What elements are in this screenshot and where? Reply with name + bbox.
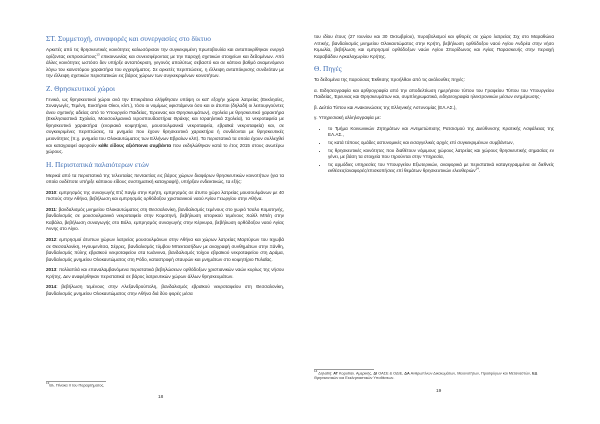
- section-heading-participation: ΣΤ. Συμμετοχή, συναφορές και συνεργασίες στο δίκτυο: [46, 34, 211, 43]
- religious-sites-paragraph: Γενικά, ως θρησκευτικοί χώροι ανά την Επικράτεια ελήφθησαν υπόψη οι κατ' εξοχήν χώροι λατρείας (Εκκλησίες, Συναγωγές, Τεμένη, Ευκτήριοι Οίκοι, κλπ.), τόσο οι νομίμως υφιστάμενοι όσο και οι άτυποι (δηλαδή οι λειτουργούντες άνευ σχετικής αδείας από το Υπουργείο Παιδείας, Έρευνας και Θρησκευμάτων), σχολεία με θρησκευτικό χαρακτήρα (Εκκλησιαστικά Σχολεία, Μουσουλμανικά Ιεροσπουδαστήρια Θράκης και Ισραηλιτικά Σχολεία), τα νεκροταφεία με θρησκευτικό χαρακτήρα (ενοριακά κοιμητήρια, μουσουλμανικά νεκροταφεία, εβραϊκά νεκροταφεία) και, σε συγκεκριμένες περιπτώσεις, τα μνημεία που έχουν θρησκευτικό χαρακτήρα ή συνδέονται με θρησκευτικές μειονότητες (π.χ. μνημεία του Ολοκαυτώματος των Ελλήνων Εβραίων κλπ). Τα περιστατικά τα οποία έχουν συλλεχθεί και καταγραφεί αφορούν κάθε είδους αξιόποινα συμβάντα που εκδηλώθηκαν κατά το έτος 2015 στους ανωτέρω χώρους.: [46, 96, 284, 155]
- year-entry-2012: 2012: εμπρησμοί άτυπων χώρων λατρείας μουσουλμάνων στην Αθήνα και χώρων λατρείας Μαρτύρων του Ιεχωβά σε Θεσσαλονίκη, Ηγουμενίτσα, Σέρρες, βανδαλισμός τύμβου Μπεκτασήδων με αναγραφή συνθημάτων στην Ξάνθη, βανδαλισμός πύλης εβραϊκού νεκροταφείου στα Ιωάννινα, βανδαλισμός τοίχου εβραϊκού νεκροταφείου στη Δράμα, βανδαλισμός μνημείου Ολοκαυτώματος στη Ρόδο, καταστροφή σταυρών και μνημάτων στο κοιμητήριο Πυλαΐας.: [46, 237, 284, 262]
- section-heading-religious-sites: Ζ. Θρησκευτικοί χώροι: [46, 83, 115, 93]
- page-number: 18: [158, 395, 164, 400]
- continuation-paragraph: του ιδίου έτους (27 Ιουνίου και 30 Οκτωβρίου), πυροβολισμοί και φθορές σε χώρο λατρείας Σιχ στο Μαραθώνα Αττικής, βανδαλισμός μνημείου Ολοκαυτώματος στην Κρήτη, βεβήλωση ορθόδοξου ναού Αγίου Ανδρέα στην νήσο Κιμωλία, βεβήλωση και εμπρησμοί ορθόδοξων ναών Αγίου Σπυρίδωνος και Αγίας Παρασκευής στην περιοχή Καραβάδου Αρκαλοχωρίου Κρήτης.: [314, 34, 554, 59]
- sources-intro: Τα δεδομένα της παρούσας Έκθεσης προήλθαν από τις ακόλουθες πηγές:: [314, 77, 465, 83]
- source-item-a: α. Ειδησεογραφία και αρθρογραφία από την αποδελτίωση ημερήσιου τύπου του Γραφείου Τύπου του Υπουργείου Παιδείας, Έρευνας και Θρησκευμάτων και, συμπληρωματικά, ειδησεογραφία ηλεκτρονικών μέσων ενημέρωσης·: [314, 87, 554, 100]
- page-number: 19: [436, 389, 442, 394]
- footnote-divider: [46, 381, 106, 382]
- page-19: [300, 0, 600, 424]
- right-column: [314, 34, 554, 177]
- list-item: • τις θρησκευτικές κοινότητες που διαθέτουν νόμιμους χώρους λατρείας και χώρους θρησκευτικής σημασίας εν γένει, με βάση τα στοιχεία που τηρούνται στην Υπηρεσία,: [328, 148, 554, 161]
- source-item-c: γ. Υπηρεσιακή αλληλογραφία με:: [314, 115, 381, 121]
- section-heading-sources: Θ. Πηγές: [314, 64, 342, 74]
- list-item: • το Τμήμα Κοινωνικών Ζητημάτων και Αντιμετώπισης Ρατσισμού της Διεύθυνσης Κρατικής Ασφάλειας της ΕΛ.ΑΣ.,: [328, 126, 554, 139]
- footnote-ref[interactable]: 14: [475, 166, 479, 171]
- section-heading-past-incidents: Η. Περιστατικά παλαιότερων ετών: [46, 159, 150, 169]
- year-entry-2011: 2011: βανδαλισμός μνημείου Ολοκαυτώματος στη Θεσσαλονίκη, βανδαλισμός τεμένους στο χωριό Ίσαλο Κομοτηνής, βανδαλισμός σε μουσουλμανικό νεκροταφείο στην Κομοτηνή, βεβήλωση ιστορικού τεμένους Χαλίλ Μπέη στην Καβάλα, βεβήλωση συναγωγής στο Βόλο, εμπρησμός συναγωγής στην Κέρκυρα, βεβήλωση ορθόδοξου ναού Αγίας Άννης στο Αίγιο.: [46, 206, 284, 232]
- footnote-ref[interactable]: 13: [96, 52, 100, 57]
- year-entry-2010: 2010: εμπρησμός της συναγωγής Ετζ Χαγίμ στην Κρήτη, εμπρησμός σε άτυπο χώρο λατρείας μουσουλμάνων με 40 πιστούς στην Αθήνα, βεβήλωση και εμπρησμός ορθόδοξου χριστιανικού ναού Αγίου Γεωργίου στην Αθήνα.: [46, 189, 284, 202]
- footnote-14: $^{14}$ Δηλαδή: ΑΤ Κορυδαλ. Αμερικής, ΔΙ ΟΑΣΕ & ΟΔΙΕ, ΔΑ Ανθρωπίνων Δικαιωμάτων, Μειονοτήτων, Προσφύγων και Μεταναστών, ΕΔ Θρησκευτικών και Εκκλησιαστικών Υποθέσεων.: [314, 369, 538, 381]
- footnote-divider: [314, 369, 374, 370]
- correspondence-list: [314, 126, 554, 175]
- list-item: • τις κατά τόπους ομάδες αστυνομικές και εισαγγελικές αρχές επί συγκεκριμένων συμβάντων,: [328, 140, 554, 147]
- participation-paragraph: Αρκετές από τις θρησκευτικές κοινότητες καλωσόρισαν την συγκεκριμένη πρωτοβουλία και ανταποκρίθηκαν ενεργά ορίζοντας εκπροσώπους$^{13}$ επικοινωνίας και συνεισφέροντας με την παροχή σχετικών στοιχείων και δεδομένων. Από άλλες κοινότητες ωστόσο δεν υπήρξε ανταπόκριση, γεγονός απολύτως σεβαστό και σε κάποιο βαθμό αναμενόμενο λόγω του καινοτόμου χαρακτήρα του εγχειρήματος. Σε αρκετές περιπτώσεις, η έλλειψη ανταπόκρισης συνδεόταν με την έλλειψη σχετικών περιστατικών εις βάρος χώρων των συγκεκριμένων κοινοτήτων.: [46, 47, 284, 79]
- year-entry-2014: 2014: βεβήλωση τεμένους στην Αλεξανδρούπολη, βανδαλισμός εβραϊκού νεκροταφείου στη Θεσσαλονίκη, βανδαλισμός μνημείου Ολοκαυτώματος στην Αθήνα διά δύο φορές μέσα: [46, 284, 284, 296]
- left-column: [46, 34, 284, 301]
- footnote-13: $^{13}$Βλ. Πίνακα II του Παραρτήματος.: [46, 381, 105, 388]
- past-incidents-intro: Μερικά από τα περιστατικά της τελευταίας πενταετίας εις βάρος χώρων διαφόρων θρησκευτικών κοινοτήτων (για τα οποία ουδέποτε υπήρξε κάποιου είδους συστηματική καταγραφή), υπήρξαν ενδεικτικώς, τα εξής:: [46, 172, 284, 185]
- year-entry-2013: 2013: πολλαπλά και επαναλαμβανόμενα περιστατικά βεβηλώσεων ορθόδοξων χριστιανικών ναών κυρίως της νήσου Κρήτης. Δεν αναφέρθηκαν περιστατικά σε βάρος λατρευτικών χώρων άλλων θρησκευμάτων.: [46, 267, 284, 279]
- list-item: • τις αρμόδιες υπηρεσίες του Υπουργείου Εξωτερικών, αναφορικά με περιστατικά καταγεγραμμένα σε διεθνείς εκθέσεις/αναφορές/επισκοπήσεις επί θεμάτων θρησκευτικών ελευθεριών$^{14}$.: [328, 162, 554, 175]
- source-item-b: β. Δελτία Τύπου και Ανακοινώσεις της Ελληνικής Αστυνομίας (ΕΛ.ΑΣ.),: [314, 104, 457, 110]
